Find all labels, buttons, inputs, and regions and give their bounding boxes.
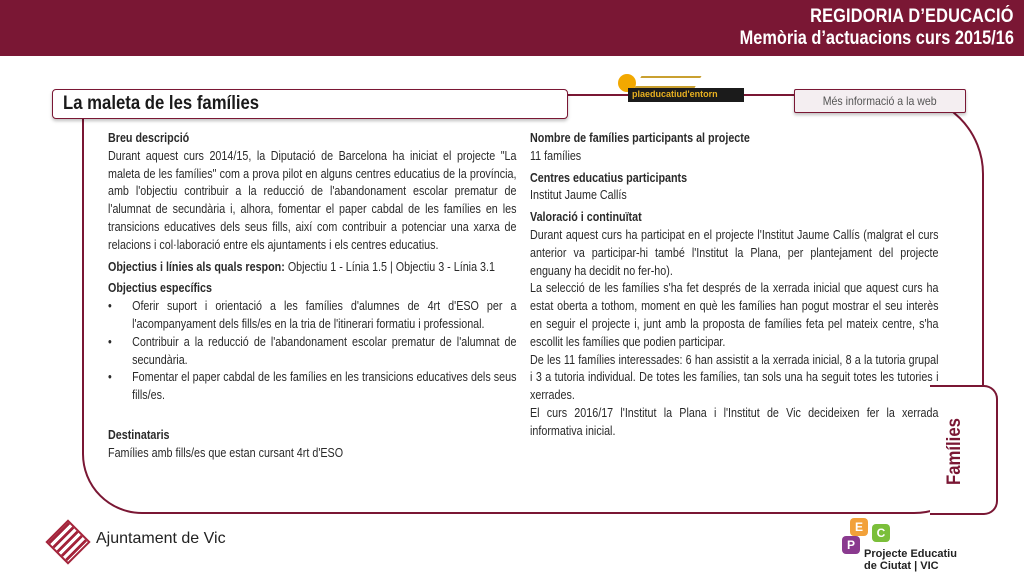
pla-educatiu-logo — [618, 72, 728, 114]
objectives-line — [108, 259, 517, 277]
list-item: • Fomentar el paper cabdal de les famílies en les transicions educatives dels seus fills/es. — [108, 369, 517, 405]
pec-c-icon: C — [872, 524, 890, 542]
ajuntament-name: Ajuntament de Vic — [96, 530, 226, 547]
list-item: • Contribuir a la reducció de l'abandonament escolar prematur de l'alumnat de secundària. — [108, 334, 517, 370]
specific-objectives-heading: Objectius específics — [108, 281, 212, 296]
recipients-text: Famílies amb fills/es que estan cursant 4rt d'ESO — [108, 445, 344, 460]
side-tab — [930, 385, 998, 515]
rays-icon — [635, 76, 702, 88]
valuation-heading: Valoració i continuïtat — [530, 210, 642, 225]
side-tab-label: Famílies — [944, 418, 965, 485]
families-count-heading: Nombre de famílies participants al projecte — [530, 131, 750, 145]
recipients-heading: Destinataris — [108, 427, 170, 442]
pla-logo-text: plaeducatiud'entorn — [632, 89, 718, 99]
pec-p-icon: P — [842, 536, 860, 554]
objectives-label: Objectius i línies als quals respon: — [108, 259, 285, 274]
header-subtitle: Memòria d’actuacions curs 2015/16 — [739, 28, 1014, 49]
header-bar — [0, 0, 1024, 56]
pec-e-icon: E — [850, 518, 868, 536]
section-title: La maleta de les famílies — [63, 93, 260, 114]
objectives-value: Objectiu 1 - Línia 1.5 | Objectiu 3 - Línia 3.1 — [284, 259, 495, 274]
right-column — [530, 130, 940, 441]
specific-objectives-list — [108, 298, 517, 405]
description-heading: Breu descripció — [108, 131, 190, 145]
shield-icon — [46, 520, 90, 564]
families-count-value: 11 famílies — [530, 148, 582, 163]
valuation-paragraph: El curs 2016/17 l'Institut la Plana i l'Institut de Vic decideixen fer la xerrada informativa inicial. — [530, 405, 939, 438]
valuation-paragraph: Durant aquest curs ha participat en el projecte l'Institut Jaume Callís (malgrat el curs anterior va participar-hi també l'Institut la Plana, per plantejament del projecte enguany ha decidit no fer-ho). — [530, 227, 939, 278]
more-info-label: Més informació a la web — [823, 94, 937, 108]
valuation-paragraph: De les 11 famílies interessades: 6 han assistit a la xerrada inicial, 8 a la tutoria grupal i 3 a tutoria individual. De totes les famílies, tan sols una ha seguit totes les tutories i xerrades. — [530, 352, 939, 403]
pec-logo — [838, 516, 968, 574]
left-column — [108, 130, 518, 462]
pec-line2: de Ciutat | VIC — [864, 560, 939, 572]
more-info-link[interactable] — [794, 89, 966, 113]
ajuntament-vic-logo — [44, 518, 244, 566]
pec-line1: Projecte Educatiu — [864, 548, 957, 560]
centres-heading: Centres educatius participants — [530, 170, 688, 185]
list-item: • Oferir suport i orientació a les famílies d'alumnes de 4rt d'ESO per a l'acompanyament dels fills/es en la tria de l'itinerari formatiu i professional. — [108, 298, 517, 334]
header-title: REGIDORIA D’EDUCACIÓ — [810, 6, 1014, 27]
description-text: Durant aquest curs 2014/15, la Diputació de Barcelona ha iniciat el projecte "La maleta de les famílies" com a prova pilot en alguns centres educatius de la província, amb l'objectiu contribuir a la reducció de l'abandonament escolar prematur de l'alumnat de secundària i, alhora, fomentar el paper cabdal de les famílies en les transicions educatives dels seus fills, així com contribuir a potenciar una xarxa de relacions i col·laboració entre els ajuntaments i els centres educatius. — [108, 148, 517, 252]
section-title-box — [52, 89, 568, 119]
valuation-paragraph: La selecció de les famílies s'ha fet després de la xerrada inicial que aquest curs ha estat oberta a tothom, moment en què les famílies han pogut mostrar el seu interès en seguir el projecte i, junt amb la proposta de famílies feta pel mateix centre, s'ha escollit les famílies que podien participar. — [530, 281, 939, 349]
centres-value: Institut Jaume Callís — [530, 188, 627, 203]
